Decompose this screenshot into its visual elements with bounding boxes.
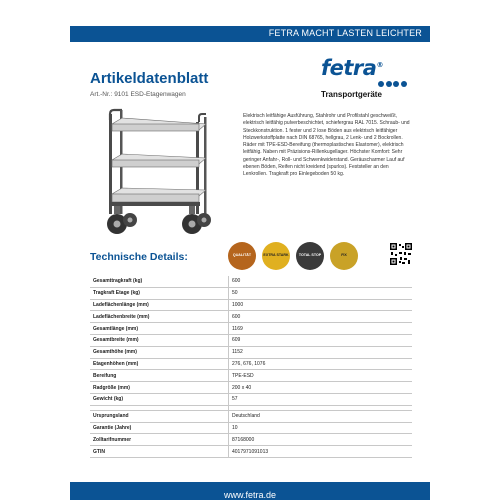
spec-value: 1169: [229, 323, 413, 335]
badge-quality-icon: QUALITÄT: [228, 242, 256, 270]
spec-value: 1000: [229, 299, 413, 311]
spec-value: 600: [229, 311, 413, 323]
spec-value: 600: [229, 276, 413, 287]
spec-label: Ladeflächenbreite (mm): [90, 311, 229, 323]
table-row: [90, 334, 412, 346]
article-number: Art.-Nr.: 9101 ESD-Etagenwagen: [90, 91, 186, 98]
spec-label: Radgröße (mm): [90, 382, 229, 394]
spec-label: Gesamthöhe (mm): [90, 346, 229, 358]
spec-label: Gewicht (kg): [90, 393, 229, 405]
badge-total-stop-icon: TOTAL STOP: [296, 242, 324, 270]
spec-label: Zolltarifnummer: [90, 434, 229, 446]
spec-value: 87168000: [229, 434, 413, 446]
spec-label: Tragkraft Etage (kg): [90, 287, 229, 299]
spec-value: 1152: [229, 346, 413, 358]
table-row: [90, 370, 412, 382]
spec-label: Etagenhöhen (mm): [90, 358, 229, 370]
spec-label: Garantie (Jahre): [90, 422, 229, 434]
spec-table: [90, 276, 412, 458]
spec-value: TPE-ESD: [229, 370, 413, 382]
spec-label: Ursprungsland: [90, 410, 229, 422]
spec-value: 200 x 40: [229, 382, 413, 394]
spec-label: Gesamtlänge (mm): [90, 323, 229, 335]
spec-value: 609: [229, 334, 413, 346]
footer-bar: [70, 482, 430, 500]
table-row: [90, 446, 412, 458]
table-row: [90, 346, 412, 358]
qr-code-icon: [390, 243, 412, 265]
spec-label: Gesamtbreite (mm): [90, 334, 229, 346]
spec-value: 10: [229, 422, 413, 434]
spec-value: 276, 676, 1076: [229, 358, 413, 370]
table-row: [90, 393, 412, 405]
table-row: [90, 382, 412, 394]
badge-extra-strong-icon: EXTRA STARK: [262, 242, 290, 270]
header-slogan: FETRA MACHT LASTEN LEICHTER: [268, 28, 422, 38]
spec-label: Ladeflächenlänge (mm): [90, 299, 229, 311]
table-row: [90, 358, 412, 370]
quality-badges: [226, 242, 376, 272]
logo-wordmark: fetra®: [321, 56, 383, 80]
table-row: [90, 323, 412, 335]
spec-value: 4017971091013: [229, 446, 413, 458]
spec-label: GTIN: [90, 446, 229, 458]
section-title: Technische Details:: [90, 251, 188, 263]
spec-label: Bereifung: [90, 370, 229, 382]
fetra-logo: [318, 56, 418, 104]
product-description: Elektrisch leitfähige Ausführung, Stahlrohr und Profilstahl geschweißt, elektrisch leitfähig pulverbeschichtet, schiefergrau RAL 7015. Schraub- und Steckkonstruktion. 1 fester und 2 lose Böden aus elektrisch leitfähiger Holzwerkstoffplatte nach DIN 68765, hellgrau, 2 Lenk- und 2 Bockrollen. Räder mit TPE-ESD-Bereifung (thermoplastisches Elastomer), elektrisch leitfähig. Naben mit Präzisions-Rillenkugellager. Höchster Komfort: Sehr geringer Anfahr-, Roll- und Schwenkwiderstand. Geräuscharmer Lauf auf ebenen Böden, Reifen nicht kreidend (spurlos). Feststeller an den Lenkrollen. Tragkraft pro Einlegeboden 50 kg.: [243, 113, 410, 178]
table-row: [90, 434, 412, 446]
header-bar: [70, 26, 430, 42]
spec-label: Gesamttragkraft (kg): [90, 276, 229, 287]
table-row: [90, 311, 412, 323]
footer-url-link[interactable]: www.fetra.de: [223, 490, 277, 500]
table-row: [90, 299, 412, 311]
spec-value: Deutschland: [229, 410, 413, 422]
table-row: [90, 422, 412, 434]
table-row: [90, 410, 412, 422]
spec-value: 57: [229, 393, 413, 405]
badge-fix-icon: FIX: [330, 242, 358, 270]
logo-subtitle: Transportgeräte: [321, 90, 382, 99]
shelf-trolley-image: [100, 108, 225, 238]
logo-dots-icon: [378, 74, 414, 80]
table-row: [90, 276, 412, 287]
spec-value: 50: [229, 287, 413, 299]
table-row: [90, 287, 412, 299]
page-title: Artikeldatenblatt: [90, 70, 209, 87]
